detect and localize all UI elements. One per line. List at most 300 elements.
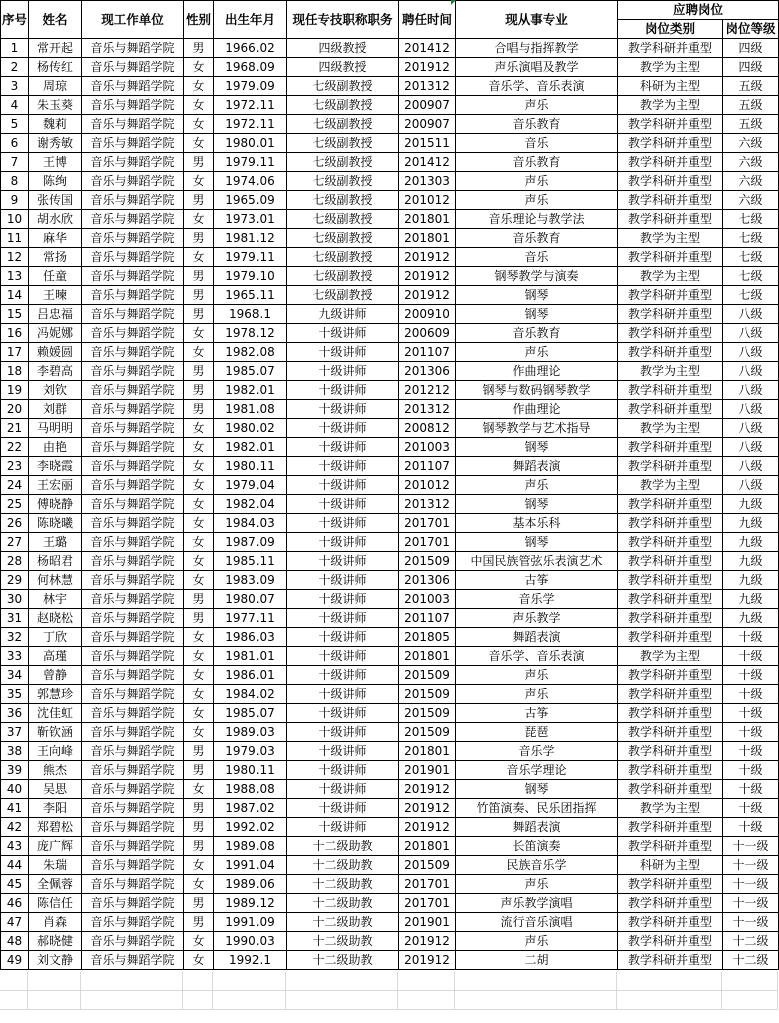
table-row[interactable]: [1, 818, 779, 837]
cell-major[interactable]: 钢琴: [456, 495, 618, 514]
cell-major[interactable]: 琵琶: [456, 723, 618, 742]
cell-post-type[interactable]: 教学为主型: [618, 267, 723, 286]
cell-gender[interactable]: 男: [184, 913, 214, 932]
cell-seq[interactable]: 11: [1, 229, 29, 248]
cell-title[interactable]: 十级讲师: [287, 419, 399, 438]
cell-post-type[interactable]: 教学科研并重型: [618, 780, 723, 799]
cell-birth[interactable]: 1974.06: [214, 172, 287, 191]
cell-birth[interactable]: 1972.11: [214, 115, 287, 134]
cell-post-level[interactable]: 十一级: [723, 837, 779, 856]
cell-post-level[interactable]: 五级: [723, 96, 779, 115]
cell-title[interactable]: 十级讲师: [287, 343, 399, 362]
cell-name[interactable]: 高瑾: [29, 647, 82, 666]
cell-hire[interactable]: 201912: [399, 818, 456, 837]
table-row[interactable]: [1, 628, 779, 647]
cell-birth[interactable]: 1991.09: [214, 913, 287, 932]
cell-seq[interactable]: 10: [1, 210, 29, 229]
cell-title[interactable]: 四级教授: [287, 39, 399, 58]
cell-gender[interactable]: 男: [184, 362, 214, 381]
empty-cell[interactable]: [213, 991, 286, 1009]
cell-title[interactable]: 十级讲师: [287, 324, 399, 343]
cell-title[interactable]: 九级讲师: [287, 305, 399, 324]
cell-title[interactable]: 十二级助教: [287, 856, 399, 875]
cell-major[interactable]: 二胡: [456, 951, 618, 970]
empty-cell[interactable]: [398, 991, 455, 1009]
cell-post-type[interactable]: 教学科研并重型: [618, 590, 723, 609]
cell-major[interactable]: 音乐理论与教学法: [456, 210, 618, 229]
table-row[interactable]: [1, 400, 779, 419]
cell-post-type[interactable]: 教学科研并重型: [618, 115, 723, 134]
cell-post-type[interactable]: 教学为主型: [618, 647, 723, 666]
cell-birth[interactable]: 1973.01: [214, 210, 287, 229]
cell-post-type[interactable]: 教学科研并重型: [618, 324, 723, 343]
cell-unit[interactable]: 音乐与舞蹈学院: [82, 742, 184, 761]
table-row[interactable]: [1, 457, 779, 476]
cell-name[interactable]: 赵晓松: [29, 609, 82, 628]
cell-birth[interactable]: 1979.03: [214, 742, 287, 761]
cell-hire[interactable]: 201912: [399, 932, 456, 951]
cell-birth[interactable]: 1991.04: [214, 856, 287, 875]
cell-gender[interactable]: 男: [184, 609, 214, 628]
table-row[interactable]: [1, 913, 779, 932]
cell-birth[interactable]: 1987.02: [214, 799, 287, 818]
cell-post-level[interactable]: 十级: [723, 704, 779, 723]
cell-unit[interactable]: 音乐与舞蹈学院: [82, 305, 184, 324]
cell-gender[interactable]: 女: [184, 704, 214, 723]
cell-post-type[interactable]: 教学科研并重型: [618, 932, 723, 951]
cell-birth[interactable]: 1977.11: [214, 609, 287, 628]
empty-cell[interactable]: [28, 991, 81, 1009]
table-row[interactable]: [1, 666, 779, 685]
cell-major[interactable]: 音乐: [456, 248, 618, 267]
cell-major[interactable]: 钢琴教学与艺术指导: [456, 419, 618, 438]
cell-title[interactable]: 七级副教授: [287, 229, 399, 248]
cell-title[interactable]: 十级讲师: [287, 704, 399, 723]
cell-post-level[interactable]: 十一级: [723, 894, 779, 913]
cell-unit[interactable]: 音乐与舞蹈学院: [82, 723, 184, 742]
cell-birth[interactable]: 1980.11: [214, 457, 287, 476]
cell-post-level[interactable]: 四级: [723, 58, 779, 77]
cell-post-type[interactable]: 教学科研并重型: [618, 286, 723, 305]
cell-birth[interactable]: 1989.12: [214, 894, 287, 913]
cell-title[interactable]: 七级副教授: [287, 134, 399, 153]
cell-unit[interactable]: 音乐与舞蹈学院: [82, 286, 184, 305]
cell-birth[interactable]: 1992.1: [214, 951, 287, 970]
cell-seq[interactable]: 43: [1, 837, 29, 856]
cell-name[interactable]: 陈晓曦: [29, 514, 82, 533]
empty-cell[interactable]: [398, 972, 455, 990]
cell-hire[interactable]: 201509: [399, 552, 456, 571]
cell-hire[interactable]: 201701: [399, 533, 456, 552]
cell-major[interactable]: 基本乐科: [456, 514, 618, 533]
cell-hire[interactable]: 200907: [399, 96, 456, 115]
cell-name[interactable]: 杨传红: [29, 58, 82, 77]
table-row[interactable]: [1, 77, 779, 96]
cell-name[interactable]: 张传国: [29, 191, 82, 210]
cell-birth[interactable]: 1992.02: [214, 818, 287, 837]
cell-post-level[interactable]: 八级: [723, 324, 779, 343]
cell-unit[interactable]: 音乐与舞蹈学院: [82, 533, 184, 552]
cell-birth[interactable]: 1982.01: [214, 381, 287, 400]
table-row[interactable]: [1, 590, 779, 609]
cell-unit[interactable]: 音乐与舞蹈学院: [82, 552, 184, 571]
cell-title[interactable]: 十级讲师: [287, 628, 399, 647]
cell-gender[interactable]: 男: [184, 894, 214, 913]
cell-name[interactable]: 谢秀敏: [29, 134, 82, 153]
cell-post-type[interactable]: 教学为主型: [618, 58, 723, 77]
cell-gender[interactable]: 女: [184, 248, 214, 267]
cell-unit[interactable]: 音乐与舞蹈学院: [82, 628, 184, 647]
table-row[interactable]: [1, 932, 779, 951]
cell-unit[interactable]: 音乐与舞蹈学院: [82, 419, 184, 438]
cell-post-level[interactable]: 十级: [723, 742, 779, 761]
cell-gender[interactable]: 男: [184, 590, 214, 609]
cell-post-level[interactable]: 十一级: [723, 856, 779, 875]
cell-hire[interactable]: 201312: [399, 77, 456, 96]
cell-hire[interactable]: 201701: [399, 875, 456, 894]
empty-cell[interactable]: [722, 991, 778, 1009]
cell-title[interactable]: 七级副教授: [287, 286, 399, 305]
cell-post-level[interactable]: 七级: [723, 229, 779, 248]
cell-hire[interactable]: 201801: [399, 210, 456, 229]
cell-post-type[interactable]: 教学为主型: [618, 799, 723, 818]
cell-name[interactable]: 何林慧: [29, 571, 82, 590]
table-row[interactable]: [1, 191, 779, 210]
table-row[interactable]: [1, 742, 779, 761]
cell-post-type[interactable]: 教学科研并重型: [618, 39, 723, 58]
cell-unit[interactable]: 音乐与舞蹈学院: [82, 77, 184, 96]
cell-gender[interactable]: 女: [184, 115, 214, 134]
cell-major[interactable]: 声乐: [456, 875, 618, 894]
cell-name[interactable]: 冯妮娜: [29, 324, 82, 343]
cell-title[interactable]: 十级讲师: [287, 381, 399, 400]
cell-seq[interactable]: 27: [1, 533, 29, 552]
cell-name[interactable]: 陈信任: [29, 894, 82, 913]
cell-unit[interactable]: 音乐与舞蹈学院: [82, 932, 184, 951]
cell-title[interactable]: 七级副教授: [287, 191, 399, 210]
cell-post-type[interactable]: 教学科研并重型: [618, 191, 723, 210]
cell-seq[interactable]: 47: [1, 913, 29, 932]
table-row[interactable]: [1, 647, 779, 666]
cell-gender[interactable]: 男: [184, 267, 214, 286]
empty-cell[interactable]: [455, 991, 617, 1009]
cell-seq[interactable]: 24: [1, 476, 29, 495]
cell-post-level[interactable]: 四级: [723, 39, 779, 58]
cell-birth[interactable]: 1981.01: [214, 647, 287, 666]
cell-major[interactable]: 音乐学理论: [456, 761, 618, 780]
cell-major[interactable]: 声乐: [456, 343, 618, 362]
cell-seq[interactable]: 40: [1, 780, 29, 799]
cell-birth[interactable]: 1979.09: [214, 77, 287, 96]
cell-title[interactable]: 十级讲师: [287, 818, 399, 837]
cell-name[interactable]: 朱玉葵: [29, 96, 82, 115]
cell-unit[interactable]: 音乐与舞蹈学院: [82, 780, 184, 799]
empty-cell[interactable]: [81, 972, 183, 990]
cell-unit[interactable]: 音乐与舞蹈学院: [82, 267, 184, 286]
cell-major[interactable]: 音乐学: [456, 742, 618, 761]
cell-birth[interactable]: 1984.03: [214, 514, 287, 533]
cell-major[interactable]: 作曲理论: [456, 400, 618, 419]
cell-gender[interactable]: 女: [184, 324, 214, 343]
empty-cell[interactable]: [722, 972, 778, 990]
cell-name[interactable]: 王暕: [29, 286, 82, 305]
cell-title[interactable]: 十级讲师: [287, 495, 399, 514]
cell-seq[interactable]: 42: [1, 818, 29, 837]
cell-birth[interactable]: 1985.11: [214, 552, 287, 571]
cell-seq[interactable]: 12: [1, 248, 29, 267]
cell-title[interactable]: 七级副教授: [287, 248, 399, 267]
cell-gender[interactable]: 女: [184, 438, 214, 457]
cell-post-type[interactable]: 教学为主型: [618, 229, 723, 248]
cell-name[interactable]: 杨昭君: [29, 552, 82, 571]
cell-unit[interactable]: 音乐与舞蹈学院: [82, 39, 184, 58]
cell-hire[interactable]: 201511: [399, 134, 456, 153]
cell-birth[interactable]: 1978.12: [214, 324, 287, 343]
cell-name[interactable]: 丁欣: [29, 628, 82, 647]
cell-post-type[interactable]: 教学科研并重型: [618, 343, 723, 362]
cell-post-type[interactable]: 教学科研并重型: [618, 400, 723, 419]
cell-post-type[interactable]: 教学科研并重型: [618, 381, 723, 400]
cell-gender[interactable]: 女: [184, 628, 214, 647]
empty-cell[interactable]: [0, 991, 28, 1009]
cell-hire[interactable]: 201509: [399, 666, 456, 685]
table-row[interactable]: [1, 609, 779, 628]
cell-birth[interactable]: 1987.09: [214, 533, 287, 552]
cell-post-level[interactable]: 八级: [723, 305, 779, 324]
table-row[interactable]: [1, 267, 779, 286]
cell-major[interactable]: 钢琴教学与演奏: [456, 267, 618, 286]
cell-seq[interactable]: 1: [1, 39, 29, 58]
cell-post-level[interactable]: 十级: [723, 666, 779, 685]
cell-hire[interactable]: 200907: [399, 115, 456, 134]
cell-seq[interactable]: 9: [1, 191, 29, 210]
cell-major[interactable]: 中国民族管弦乐表演艺术: [456, 552, 618, 571]
cell-name[interactable]: 吕忠福: [29, 305, 82, 324]
cell-post-type[interactable]: 教学科研并重型: [618, 533, 723, 552]
cell-name[interactable]: 曾静: [29, 666, 82, 685]
cell-post-level[interactable]: 九级: [723, 495, 779, 514]
cell-birth[interactable]: 1988.08: [214, 780, 287, 799]
empty-cell[interactable]: [213, 972, 286, 990]
cell-gender[interactable]: 女: [184, 856, 214, 875]
cell-major[interactable]: 声乐教学演唱: [456, 894, 618, 913]
cell-hire[interactable]: 201912: [399, 248, 456, 267]
cell-post-type[interactable]: 教学科研并重型: [618, 134, 723, 153]
table-row[interactable]: [1, 571, 779, 590]
cell-post-level[interactable]: 六级: [723, 134, 779, 153]
cell-major[interactable]: 声乐: [456, 172, 618, 191]
cell-unit[interactable]: 音乐与舞蹈学院: [82, 191, 184, 210]
cell-name[interactable]: 刘文静: [29, 951, 82, 970]
cell-gender[interactable]: 男: [184, 229, 214, 248]
cell-birth[interactable]: 1979.04: [214, 476, 287, 495]
table-row[interactable]: [1, 210, 779, 229]
table-row[interactable]: [1, 39, 779, 58]
cell-unit[interactable]: 音乐与舞蹈学院: [82, 476, 184, 495]
cell-post-type[interactable]: 教学科研并重型: [618, 609, 723, 628]
cell-gender[interactable]: 男: [184, 400, 214, 419]
table-row[interactable]: [1, 837, 779, 856]
cell-gender[interactable]: 男: [184, 837, 214, 856]
empty-cell[interactable]: [286, 991, 398, 1009]
cell-hire[interactable]: 201801: [399, 647, 456, 666]
cell-name[interactable]: 熊杰: [29, 761, 82, 780]
cell-post-type[interactable]: 教学科研并重型: [618, 248, 723, 267]
cell-major[interactable]: 古筝: [456, 704, 618, 723]
cell-birth[interactable]: 1979.11: [214, 153, 287, 172]
cell-seq[interactable]: 29: [1, 571, 29, 590]
cell-gender[interactable]: 女: [184, 172, 214, 191]
cell-seq[interactable]: 31: [1, 609, 29, 628]
cell-birth[interactable]: 1982.04: [214, 495, 287, 514]
cell-unit[interactable]: 音乐与舞蹈学院: [82, 951, 184, 970]
table-row[interactable]: [1, 476, 779, 495]
cell-post-level[interactable]: 十二级: [723, 932, 779, 951]
cell-unit[interactable]: 音乐与舞蹈学院: [82, 96, 184, 115]
cell-post-level[interactable]: 七级: [723, 286, 779, 305]
cell-gender[interactable]: 男: [184, 761, 214, 780]
cell-post-level[interactable]: 十级: [723, 723, 779, 742]
cell-birth[interactable]: 1982.01: [214, 438, 287, 457]
cell-post-type[interactable]: 教学为主型: [618, 419, 723, 438]
cell-seq[interactable]: 13: [1, 267, 29, 286]
cell-birth[interactable]: 1966.02: [214, 39, 287, 58]
cell-unit[interactable]: 音乐与舞蹈学院: [82, 134, 184, 153]
cell-seq[interactable]: 26: [1, 514, 29, 533]
cell-gender[interactable]: 男: [184, 742, 214, 761]
table-row[interactable]: [1, 229, 779, 248]
cell-post-type[interactable]: 教学科研并重型: [618, 723, 723, 742]
cell-title[interactable]: 十级讲师: [287, 457, 399, 476]
table-row[interactable]: [1, 172, 779, 191]
cell-unit[interactable]: 音乐与舞蹈学院: [82, 913, 184, 932]
cell-seq[interactable]: 23: [1, 457, 29, 476]
cell-name[interactable]: 王璐: [29, 533, 82, 552]
cell-unit[interactable]: 音乐与舞蹈学院: [82, 799, 184, 818]
table-row[interactable]: [1, 362, 779, 381]
empty-cell[interactable]: [28, 972, 81, 990]
cell-major[interactable]: 音乐教育: [456, 153, 618, 172]
empty-cell[interactable]: [617, 991, 722, 1009]
cell-post-type[interactable]: 教学科研并重型: [618, 685, 723, 704]
empty-cell[interactable]: [183, 972, 213, 990]
cell-post-type[interactable]: 教学科研并重型: [618, 514, 723, 533]
cell-title[interactable]: 十级讲师: [287, 761, 399, 780]
cell-title[interactable]: 十二级助教: [287, 875, 399, 894]
table-row[interactable]: [1, 799, 779, 818]
cell-name[interactable]: 郑碧松: [29, 818, 82, 837]
cell-post-type[interactable]: 教学科研并重型: [618, 875, 723, 894]
cell-unit[interactable]: 音乐与舞蹈学院: [82, 837, 184, 856]
table-row[interactable]: [1, 495, 779, 514]
cell-name[interactable]: 郝晓健: [29, 932, 82, 951]
cell-unit[interactable]: 音乐与舞蹈学院: [82, 400, 184, 419]
cell-post-type[interactable]: 教学科研并重型: [618, 742, 723, 761]
cell-hire[interactable]: 201509: [399, 723, 456, 742]
cell-seq[interactable]: 19: [1, 381, 29, 400]
cell-gender[interactable]: 男: [184, 818, 214, 837]
cell-major[interactable]: 流行音乐演唱: [456, 913, 618, 932]
cell-title[interactable]: 十二级助教: [287, 894, 399, 913]
cell-seq[interactable]: 34: [1, 666, 29, 685]
cell-post-type[interactable]: 教学科研并重型: [618, 818, 723, 837]
cell-unit[interactable]: 音乐与舞蹈学院: [82, 58, 184, 77]
cell-unit[interactable]: 音乐与舞蹈学院: [82, 172, 184, 191]
table-row[interactable]: [1, 343, 779, 362]
cell-title[interactable]: 十级讲师: [287, 400, 399, 419]
cell-major[interactable]: 声乐演唱及教学: [456, 58, 618, 77]
cell-unit[interactable]: 音乐与舞蹈学院: [82, 856, 184, 875]
cell-major[interactable]: 钢琴: [456, 305, 618, 324]
table-row[interactable]: [1, 134, 779, 153]
cell-post-level[interactable]: 六级: [723, 153, 779, 172]
cell-hire[interactable]: 201509: [399, 685, 456, 704]
cell-gender[interactable]: 女: [184, 780, 214, 799]
cell-post-level[interactable]: 五级: [723, 77, 779, 96]
cell-title[interactable]: 十级讲师: [287, 742, 399, 761]
cell-post-type[interactable]: 教学科研并重型: [618, 913, 723, 932]
cell-unit[interactable]: 音乐与舞蹈学院: [82, 210, 184, 229]
cell-gender[interactable]: 女: [184, 476, 214, 495]
table-row[interactable]: [1, 761, 779, 780]
cell-post-level[interactable]: 八级: [723, 362, 779, 381]
cell-name[interactable]: 赖媛圆: [29, 343, 82, 362]
cell-name[interactable]: 李碧高: [29, 362, 82, 381]
cell-major[interactable]: 民族音乐学: [456, 856, 618, 875]
cell-gender[interactable]: 女: [184, 533, 214, 552]
table-row[interactable]: [1, 248, 779, 267]
cell-unit[interactable]: 音乐与舞蹈学院: [82, 666, 184, 685]
table-row[interactable]: [1, 552, 779, 571]
cell-post-level[interactable]: 十级: [723, 628, 779, 647]
cell-birth[interactable]: 1980.07: [214, 590, 287, 609]
cell-gender[interactable]: 女: [184, 343, 214, 362]
cell-post-type[interactable]: 教学科研并重型: [618, 628, 723, 647]
cell-gender[interactable]: 女: [184, 571, 214, 590]
empty-cell[interactable]: [81, 991, 183, 1009]
cell-unit[interactable]: 音乐与舞蹈学院: [82, 571, 184, 590]
cell-title[interactable]: 十级讲师: [287, 590, 399, 609]
cell-name[interactable]: 王向峰: [29, 742, 82, 761]
cell-post-type[interactable]: 教学为主型: [618, 362, 723, 381]
cell-hire[interactable]: 201912: [399, 799, 456, 818]
cell-hire[interactable]: 201805: [399, 628, 456, 647]
cell-unit[interactable]: 音乐与舞蹈学院: [82, 248, 184, 267]
cell-post-type[interactable]: 教学科研并重型: [618, 305, 723, 324]
cell-post-level[interactable]: 七级: [723, 267, 779, 286]
cell-major[interactable]: 钢琴: [456, 438, 618, 457]
cell-seq[interactable]: 17: [1, 343, 29, 362]
cell-name[interactable]: 郭慧珍: [29, 685, 82, 704]
cell-seq[interactable]: 16: [1, 324, 29, 343]
cell-gender[interactable]: 女: [184, 666, 214, 685]
cell-gender[interactable]: 男: [184, 286, 214, 305]
cell-unit[interactable]: 音乐与舞蹈学院: [82, 495, 184, 514]
cell-name[interactable]: 陈绚: [29, 172, 82, 191]
table-row[interactable]: [1, 875, 779, 894]
cell-name[interactable]: 林宇: [29, 590, 82, 609]
cell-unit[interactable]: 音乐与舞蹈学院: [82, 362, 184, 381]
cell-birth[interactable]: 1985.07: [214, 704, 287, 723]
cell-name[interactable]: 常扬: [29, 248, 82, 267]
cell-title[interactable]: 七级副教授: [287, 267, 399, 286]
cell-gender[interactable]: 女: [184, 723, 214, 742]
cell-post-level[interactable]: 八级: [723, 419, 779, 438]
cell-gender[interactable]: 女: [184, 932, 214, 951]
cell-major[interactable]: 舞蹈表演: [456, 818, 618, 837]
cell-major[interactable]: 音乐学、音乐表演: [456, 647, 618, 666]
cell-post-type[interactable]: 教学科研并重型: [618, 552, 723, 571]
